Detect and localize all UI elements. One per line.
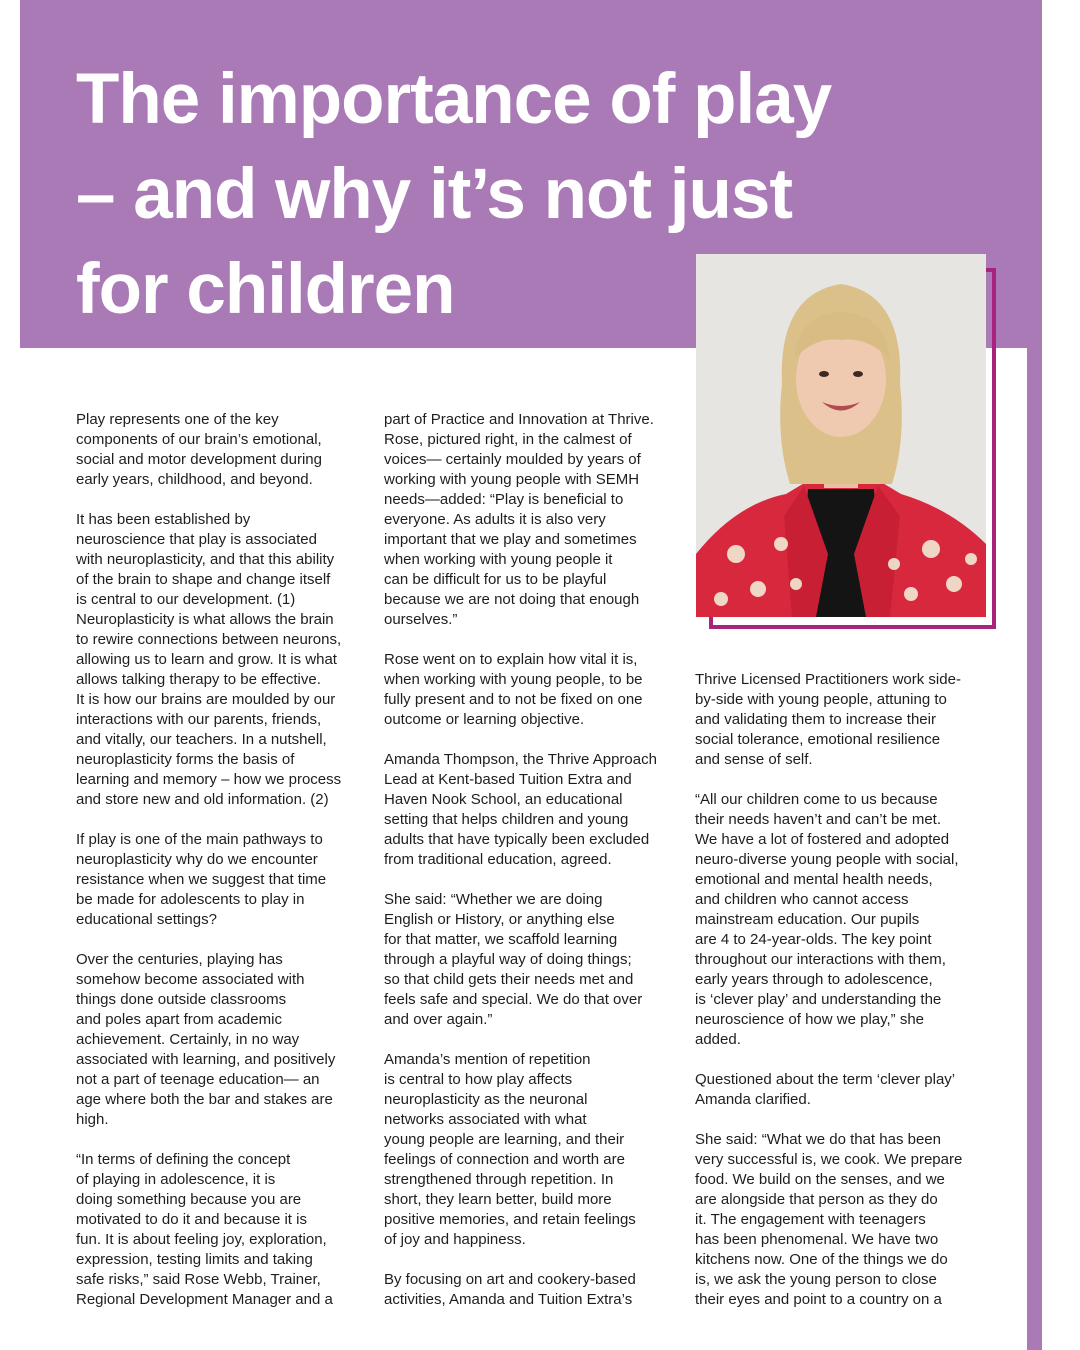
text-line: their eyes and point to a country on a — [695, 1291, 942, 1308]
text-line: voices— certainly moulded by years of — [384, 451, 641, 468]
text-line: so that child gets their needs met and — [384, 971, 634, 988]
text-line: It is how our brains are moulded by our — [76, 691, 336, 708]
text-line: Over the centuries, playing has — [76, 951, 283, 968]
text-line: motivated to do it and because it is — [76, 1211, 307, 1228]
text-line: to rewire connections between neurons, — [76, 631, 342, 648]
text-line: Play represents one of the key — [76, 411, 279, 428]
text-line: somehow become associated with — [76, 971, 305, 988]
text-line: She said: “What we do that has been — [695, 1131, 941, 1148]
text-line: She said: “Whether we are doing — [384, 891, 603, 908]
paragraph — [384, 650, 684, 730]
text-line: English or History, or anything else — [384, 911, 615, 928]
text-line: Rose went on to explain how vital it is, — [384, 651, 638, 668]
paragraph — [695, 790, 995, 1050]
text-line: neuroplasticity as the neuronal — [384, 1091, 588, 1108]
text-line: Regional Development Manager and a — [76, 1291, 333, 1308]
text-line: “In terms of defining the concept — [76, 1151, 291, 1168]
text-line: of joy and happiness. — [384, 1231, 526, 1248]
text-line: components of our brain’s emotional, — [76, 431, 322, 448]
text-line: adults that have typically been excluded — [384, 831, 650, 848]
text-line: neuroscience of how we play,” she — [695, 1011, 925, 1028]
right-edge-bar — [1027, 0, 1042, 1350]
text-line: are 4 to 24-year-olds. The key point — [695, 931, 932, 948]
text-line: expression, testing limits and taking — [76, 1251, 313, 1268]
text-line: age where both the bar and stakes are — [76, 1091, 333, 1108]
text-line: young people are learning, and their — [384, 1131, 625, 1148]
paragraph — [76, 410, 376, 490]
text-line: social tolerance, emotional resilience — [695, 731, 941, 748]
text-line: are alongside that person as they do — [695, 1191, 938, 1208]
text-line: feelings of connection and worth are — [384, 1151, 625, 1168]
text-line: Thrive Licensed Practitioners work side- — [695, 671, 961, 688]
text-column-2 — [384, 410, 684, 1330]
text-line: outcome or learning objective. — [384, 711, 585, 728]
text-line: neuroscience that play is associated — [76, 531, 317, 548]
text-line: Rose, pictured right, in the calmest of — [384, 431, 632, 448]
text-column-3 — [695, 670, 995, 1330]
text-line: kitchens now. One of the things we do — [695, 1251, 948, 1268]
text-line: allowing us to learn and grow. It is what — [76, 651, 337, 668]
text-line: Haven Nook School, an educational — [384, 791, 623, 808]
text-line: doing something because you are — [76, 1191, 302, 1208]
text-line: fun. It is about feeling joy, exploration, — [76, 1231, 327, 1248]
text-line: has been phenomenal. We have two — [695, 1231, 939, 1248]
text-line: of the brain to shape and change itself — [76, 571, 331, 588]
text-line: be made for adolescents to play in — [76, 891, 305, 908]
text-line: for that matter, we scaffold learning — [384, 931, 618, 948]
text-line: Amanda Thompson, the Thrive Approach — [384, 751, 657, 768]
text-line: If play is one of the main pathways to — [76, 831, 323, 848]
text-line: things done outside classrooms — [76, 991, 287, 1008]
paragraph — [384, 750, 684, 870]
text-line: By focusing on art and cookery-based — [384, 1271, 636, 1288]
text-line: is central to how play affects — [384, 1071, 573, 1088]
paragraph — [695, 1130, 995, 1310]
text-line: needs—added: “Play is beneficial to — [384, 491, 624, 508]
text-line: working with young people with SEMH — [384, 471, 640, 488]
paragraph — [76, 510, 376, 810]
headline-line: for children — [76, 250, 455, 329]
text-line: early years through to adolescence, — [695, 971, 933, 988]
text-line: interactions with our parents, friends, — [76, 711, 322, 728]
headline-line: – and why it’s not just — [76, 155, 792, 234]
text-line: and validating them to increase their — [695, 711, 936, 728]
text-line: added. — [695, 1031, 741, 1048]
text-line: by-side with young people, attuning to — [695, 691, 947, 708]
text-line: when working with young people, to be — [384, 671, 643, 688]
text-line: We have a lot of fostered and adopted — [695, 831, 950, 848]
text-line: and store new and old information. (2) — [76, 791, 329, 808]
text-line: emotional and mental health needs, — [695, 871, 933, 888]
text-line: and vitally, our teachers. In a nutshell, — [76, 731, 327, 748]
text-line: feels safe and special. We do that over — [384, 991, 643, 1008]
text-line: Lead at Kent-based Tuition Extra and — [384, 771, 632, 788]
text-column-1 — [76, 410, 376, 1330]
text-line: is central to our development. (1) — [76, 591, 296, 608]
paragraph — [384, 1050, 684, 1250]
text-line: of playing in adolescence, it is — [76, 1171, 276, 1188]
text-line: ourselves.” — [384, 611, 458, 628]
text-line: mainstream education. Our pupils — [695, 911, 920, 928]
text-line: food. We build on the senses, and we — [695, 1171, 945, 1188]
text-line: through a playful way of doing things; — [384, 951, 632, 968]
text-line: Neuroplasticity is what allows the brain — [76, 611, 334, 628]
text-line: and poles apart from academic — [76, 1011, 282, 1028]
paragraph — [76, 950, 376, 1130]
text-line: throughout our interactions with them, — [695, 951, 946, 968]
text-line: is, we ask the young person to close — [695, 1271, 937, 1288]
text-line: is ‘clever play’ and understanding the — [695, 991, 942, 1008]
text-line: Questioned about the term ‘clever play’ — [695, 1071, 956, 1088]
text-line: because we are not doing that enough — [384, 591, 640, 608]
text-line: Amanda’s mention of repetition — [384, 1051, 591, 1068]
text-line: safe risks,” said Rose Webb, Trainer, — [76, 1271, 321, 1288]
text-line: educational settings? — [76, 911, 217, 928]
portrait-photo — [696, 254, 986, 617]
text-line: early years, childhood, and beyond. — [76, 471, 313, 488]
text-line: learning and memory – how we process — [76, 771, 342, 788]
paragraph — [76, 830, 376, 930]
text-line: It has been established by — [76, 511, 251, 528]
text-line: resistance when we suggest that time — [76, 871, 327, 888]
text-line: high. — [76, 1111, 109, 1128]
text-line: part of Practice and Innovation at Thrive. — [384, 411, 654, 428]
text-line: and sense of self. — [695, 751, 813, 768]
text-line: Amanda clarified. — [695, 1091, 811, 1108]
text-line: and over again.” — [384, 1011, 493, 1028]
text-line: allows talking therapy to be effective. — [76, 671, 321, 688]
text-line: everyone. As adults it is also very — [384, 511, 606, 528]
text-line: very successful is, we cook. We prepare — [695, 1151, 963, 1168]
text-line: setting that helps children and young — [384, 811, 629, 828]
paragraph — [384, 1270, 684, 1310]
paragraph — [76, 1150, 376, 1310]
text-line: fully present and to not be fixed on one — [384, 691, 643, 708]
paragraph — [384, 890, 684, 1030]
text-line: important that we play and sometimes — [384, 531, 637, 548]
text-line: when working with young people it — [384, 551, 613, 568]
text-line: can be difficult for us to be playful — [384, 571, 607, 588]
text-line: neuroplasticity why do we encounter — [76, 851, 318, 868]
paragraph — [695, 1070, 995, 1110]
text-line: associated with learning, and positively — [76, 1051, 336, 1068]
text-line: positive memories, and retain feelings — [384, 1211, 636, 1228]
text-line: not a part of teenage education— an — [76, 1071, 320, 1088]
text-line: from traditional education, agreed. — [384, 851, 612, 868]
text-line: activities, Amanda and Tuition Extra’s — [384, 1291, 633, 1308]
text-line: achievement. Certainly, in no way — [76, 1031, 300, 1048]
text-line: neuro-diverse young people with social, — [695, 851, 959, 868]
text-line: neuroplasticity forms the basis of — [76, 751, 295, 768]
text-line: social and motor development during — [76, 451, 322, 468]
text-line: strengthened through repetition. In — [384, 1171, 614, 1188]
text-line: short, they learn better, build more — [384, 1191, 612, 1208]
text-line: networks associated with what — [384, 1111, 587, 1128]
text-line: with neuroplasticity, and that this ability — [76, 551, 335, 568]
headline-line: The importance of play — [76, 60, 832, 139]
paragraph — [695, 670, 995, 770]
text-line: their needs haven’t and can’t be met. — [695, 811, 941, 828]
text-line: “All our children come to us because — [695, 791, 938, 808]
paragraph — [384, 410, 684, 630]
text-line: and children who cannot access — [695, 891, 909, 908]
text-line: it. The engagement with teenagers — [695, 1211, 926, 1228]
portrait-illustration — [696, 254, 986, 617]
